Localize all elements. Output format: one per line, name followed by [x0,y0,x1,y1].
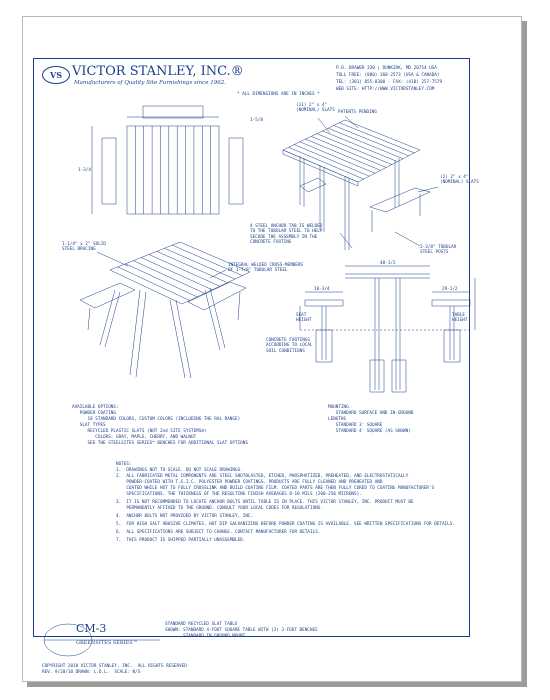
slat-line [334,125,409,155]
options-line: AVAILABLE OPTIONS: [72,405,119,410]
mounting-line: MOUNTING [328,405,349,410]
revision-info: REV. 9/20/10 DRAWN: L.D.L. SCALE: N/S [42,670,141,675]
dimension-label: 1-3/4 [78,168,91,173]
notes-line: 2. ALL FABRICATED METAL COMPONENTS ARE STEEL SHOTBLASTED, ETCHED, PHOSPHATIZED, PREHEATED, AND ELECTROSTATICALLY [116,474,409,479]
options-line: SEE THE STEELSITES SERIES™ BENCHES FOR ADDITIONAL SLAT OPTIONS [72,441,248,446]
notes-line: NOTES: [116,462,132,467]
callout-slats-top: (11) 2" x 4" (NOMINAL) SLATS [296,103,335,114]
slat-line [164,248,234,279]
slat-line [322,131,397,162]
dimensions-note: * ALL DIMENSIONS ARE IN INCHES * [237,92,320,97]
slat-line [118,267,190,301]
callout-seat-height: SEAT HEIGHT [296,313,312,324]
notes-line: PERMANENTLY AFFIXED TO THE GROUND. CONSULT YOUR LOCAL CODES FOR REGULATIONS. [116,506,323,511]
notes-line: 5. FOR HIGH SALT ABUSIVE CLIMATES, HOT DIP GALVANIZING BEFORE POWDER COATING IS AVAILABLE. SEE WRITTEN SPECIFICATIONS FOR DETAILS. [116,522,455,527]
slat-line [300,142,375,173]
notes-line: 6. ALL SPECIFICATIONS ARE SUBJECT TO CHANGE. CONTACT MANUFACTURER FOR DETAILS. [116,530,321,535]
slat-line [133,261,204,294]
callout-slats-right: (2) 2" x 4" (NOMINAL) SLATS [440,175,479,186]
plan-view-table [127,126,219,214]
slat-line [328,128,403,159]
model-number: CM-3 [76,622,107,635]
slat-line [141,258,212,290]
slat-line [311,136,386,167]
dimension-label: 29-1/2 [442,287,458,292]
options-line: POWDER COATING [72,411,116,416]
notes-line: COATED WHILE HOT TO FULLY CROSSLINK AND BUILD COATING FILM. COATED PARTS ARE THEN FULLY CURED TO COATING MANUFACTURER'S [116,486,435,491]
plan-view-bench-left [102,138,116,204]
callout-table-height: TABLE HEIGHT [452,313,468,324]
contact-line: WEB SITE: HTTP://WWW.VICTORSTANLEY.COM [336,87,435,92]
options-line: 18 STANDARD COLORS, CUSTOM COLORS (INCLUDING THE RAL RANGE) [72,417,241,422]
company-tagline: Manufacturers of Quality Site Furnishings since 1962. [74,80,226,86]
callout-tubular-posts: 2-3/8" TUBULAR STEEL POSTS [420,245,457,256]
contact-line: P.O. DRAWER 330 | DUNKIRK, MD 20754 USA [336,66,437,71]
plan-view-bench-top [143,106,203,118]
notes-line: SPECIFICATIONS. THE THICKNESS OF THE RESULTING FINISH AVERAGES 8-10 MILS (200-250 MICRONS). [116,492,362,497]
mounting-line: STANDARD SURFACE AND IN-GROUND [328,411,414,416]
slat-line [294,145,369,177]
notes-line: POWDER-COATED WITH T.G.I.C. POLYESTER POWDER COATINGS. PRODUCTS ARE FULLY CLEANED AND PREHEATED AND [116,480,383,485]
product-series: GREENSITES SERIES™ [76,640,138,646]
callout-cross-members: INTEGRAL WELDED CROSS-MEMBERS OF 1-7/8" TUBULAR STEEL [228,263,304,274]
notes-line: 1. DRAWINGS NOT TO SCALE. DO NOT SCALE DRAWINGS. [116,468,243,473]
plan-view-bench-right [229,138,243,204]
slat-line [339,123,414,153]
mounting-line: STANDARD 4' SQUARE (AS SHOWN) [328,429,411,434]
notes-line: 3. IT IS NOT RECOMMENDED TO LOCATE ANCHOR BOLTS UNTIL TABLE IS IN PLACE. THIS VICTOR STANLEY, INC. PRODUCT MUST BE [116,500,414,505]
mounting-line: LENGTHS [328,417,347,422]
slat-line [126,264,198,297]
callout-patents: PATENTS PENDING [338,110,377,115]
frame-isometric-view [80,242,250,378]
contact-line: TOLL FREE: (800) 368-2573 (USA & CANADA) [336,73,440,78]
company-logo: VS [42,66,70,84]
mounting-line: STANDARD 3' SQUARE [328,423,383,428]
callout-anchor-tab: 4 STEEL ANCHOR TAB IS WELDED TO THE TUBULAR STEEL TO HELP SECURE THE ASSEMBLY IN THE CONCRETE FOOTING [250,224,323,246]
options-line: SLAT TYPES [72,423,106,428]
dimension-label: 48-1/2 [380,261,396,266]
callout-concrete-footings: CONCRETE FOOTINGS ACCORDING TO LOCAL SOIL CONDITIONS [266,338,313,354]
title-description-line: SHOWN: STANDARD 4-FOOT SQUARE TABLE WITH (3) 3-FOOT BENCHES [165,628,318,633]
title-description-line: STANDARD IN GROUND MOUNT [165,634,246,639]
slat-line [306,139,381,170]
slat-line [149,254,220,286]
callout-leaders [97,116,438,278]
company-name: VICTOR STANLEY, INC.® [72,64,244,79]
slat-line [157,251,228,282]
title-description-line: STANDARD RECYCLED SLAT TABLE [165,622,238,627]
elevation-view [300,266,475,392]
copyright: COPYRIGHT 2010 VICTOR STANLEY, INC. ALL RIGHTS RESERVED [42,664,187,669]
notes-line: 7. THIS PRODUCT IS SHIPPED PARTIALLY UNASSEMBLED. [116,538,246,543]
contact-line: TEL: (301) 855-8300 · FAX: (410) 257-7579 [336,80,443,85]
slat-line [317,134,392,165]
dimension-label: 1-5/8 [250,118,263,123]
notes-line: 4. ANCHOR BOLTS NOT PROVIDED BY VICTOR STANLEY, INC. [116,514,254,519]
callout-solid-bracing: 1-1/4" x 2" SOLID STEEL BRACING [62,242,106,253]
options-line: RECYCLED PLASTIC SLATS (NOT 2nd SITE SYSTEMS®) [72,429,207,434]
dimension-label: 10-3/4 [314,287,330,292]
options-line: COLORS: GRAY, MAPLE, CHERRY, AND WALNUT [72,435,197,440]
